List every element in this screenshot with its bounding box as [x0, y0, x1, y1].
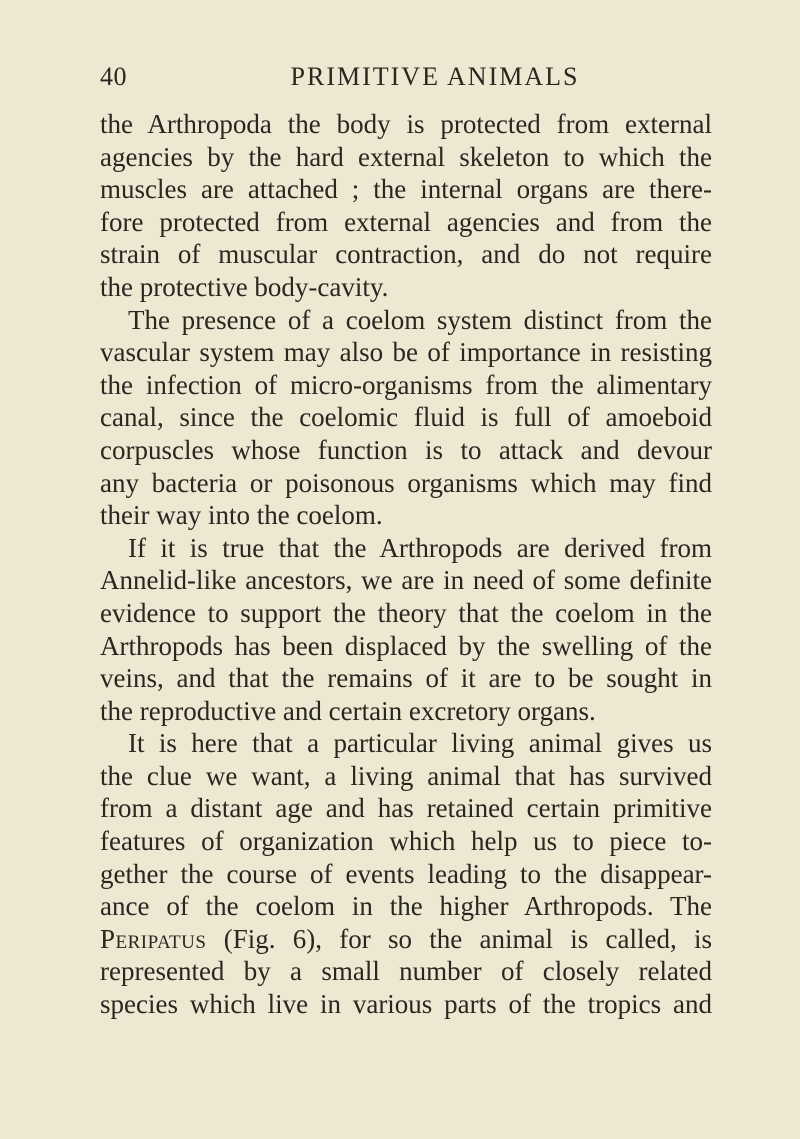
text-line: vascular system may also be of importance in resisting: [100, 337, 712, 368]
text-line: features of organization which help us to piece to-: [100, 826, 712, 857]
text-line: strain of muscular contraction, and do not require: [100, 239, 712, 270]
text-line: If it is true that the Arthropods are derived from: [128, 532, 712, 563]
text-line: their way into the coelom.: [100, 500, 383, 531]
text-line: ance of the coelom in the higher Arthropods. The: [100, 891, 712, 922]
peripatus-term: Peripatus: [100, 923, 207, 954]
text-line: evidence to support the theory that the coelom in the: [100, 597, 712, 628]
text-line: gether the course of events leading to the disappear-: [100, 858, 712, 889]
text-line: represented by a small number of closely related: [100, 956, 712, 987]
text-line: the reproductive and certain excretory organs.: [100, 695, 596, 726]
text-line: Annelid-like ancestors, we are in need of some definite: [100, 565, 712, 596]
text-line: fore protected from external agencies and from the: [100, 206, 712, 237]
text-line: corpuscles whose function is to attack and devour: [100, 434, 712, 465]
text-line: agencies by the hard external skeleton to which the: [100, 141, 712, 172]
text-line: the infection of micro-organisms from the alimentary: [100, 369, 712, 400]
text-line: the protective body-cavity.: [100, 271, 389, 302]
page-header: [100, 62, 710, 102]
page-number: 40: [100, 62, 127, 91]
text-line: Arthropods has been displaced by the swelling of the: [100, 630, 712, 661]
text-line: It is here that a particular living animal gives us: [128, 728, 712, 759]
text-line: muscles are attached ; the internal organs are there-: [100, 174, 712, 205]
text-line: [100, 923, 712, 956]
text-line: canal, since the coelomic fluid is full of amoeboid: [100, 402, 712, 433]
running-title: PRIMITIVE ANIMALS: [290, 62, 580, 91]
text-line: The presence of a coelom system distinct from the: [128, 304, 712, 335]
text-fragment: (Fig. 6), for so the animal is called, is: [223, 923, 713, 954]
text-line: species which live in various parts of the tropics and: [100, 989, 712, 1020]
text-line: any bacteria or poisonous organisms which may find: [100, 467, 712, 498]
body-text: [100, 108, 712, 1021]
text-line: from a distant age and has retained certain primitive: [100, 793, 712, 824]
text-line: veins, and that the remains of it are to be sought in: [100, 663, 712, 694]
text-line: the clue we want, a living animal that has survived: [100, 760, 712, 791]
text-line: the Arthropoda the body is protected from external: [100, 109, 712, 139]
